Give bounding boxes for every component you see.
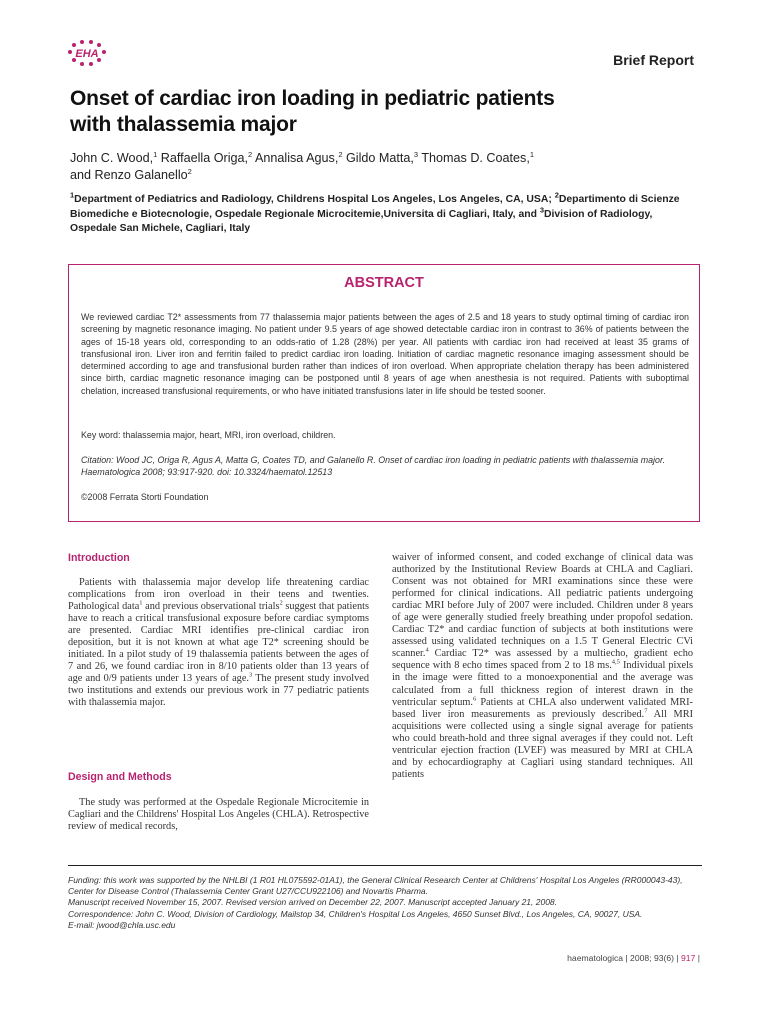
methods-paragraph: The study was performed at the Ospedale Regionale Microcitemie in Cagliari and the Childrens' Hospital Los Angeles (CHLA). Retrospective review of medical records, [68, 797, 369, 833]
author-name: Raffaella Origa, [157, 151, 249, 165]
abstract-heading: ABSTRACT [344, 275, 424, 291]
article-title [70, 86, 690, 138]
author-name: John C. Wood, [70, 151, 154, 165]
affil-number: 2 [554, 190, 559, 200]
affil-number: 3 [539, 205, 544, 215]
affiliations [70, 190, 690, 237]
reference-mark: 4,5 [611, 659, 620, 666]
abstract-text: We reviewed cardiac T2* assessments from 77 thalassemia major patients between the ages of 2.5 and 18 years to study optimal timing of cardiac iron screening by magnetic resonance imaging. No patient under 9.5 years of age showed detectable cardiac iron in contrast to 36% of patients between the ages of 15-18 years old, corresponding to an odds-ratio of 1.28 (28%) per year. All patients with cardiac iron had received at least 35 grams of transfusional iron. Liver iron and ferritin failed to predict cardiac iron loading. Initiation of cardiac magnetic resonance imaging assessment should be determined according to age and transfusional burden rather than indices of iron overload. When appropriate chelation therapy has been administered since birth, cardiac magnetic resonance imaging can be postponed until 8 years of age when anesthesia is not required. Patients with suboptimal chelation, increased transfusional requirements, or who have initiated transfusions later in life should be tested sooner. [81, 312, 689, 396]
reference-mark: 3 [248, 671, 253, 679]
affil-text: Departimento di Scienze Biomediche e Biotecnologie, Ospedale Regionale Microcitemie,Universita di Cagliari, Italy, and [70, 194, 680, 220]
reference-mark: 1 [139, 599, 143, 607]
affil-number: 1 [70, 190, 75, 200]
methods-heading: Design and Methods [68, 771, 172, 783]
journal-issue: haematologica | 2008; 93(6) | [567, 953, 682, 963]
author-name: Gildo Matta, [342, 151, 414, 165]
affil-text: Division of Radiology, Ospedale San Michele, Cagliari, Italy [70, 208, 653, 234]
text-run: Individual pixels in the image were fitted to a monoexponential and the average was calculated from a full thickness region of interest drawn in the ventricular septum. [392, 660, 693, 708]
introduction-heading: Introduction [68, 552, 130, 564]
reference-mark: 2 [279, 599, 283, 607]
abstract-copyright: ©2008 Ferrata Storti Foundation [81, 492, 209, 502]
funding-note: Funding: this work was supported by the NHLBI (1 R01 HL075592-01A1), the General Clinical Research Center at Childrens' Hospital Los Angeles (RR000043-43), Center for Disease Control (Thalassemia Center Grant U27/CCU922106) and Novartis Pharma. [68, 875, 683, 897]
text-run: suggest that patients have to reach a critical transfusional exposure before cardiac symptoms are presented. Cardiac MRI identifies pre-clinical cardiac iron deposition, but it is not known at what age T2* screening should be initiated. In a pilot study of 19 thalassemia patients between the ages of 7 and 26, we found cardiac iron in 8/10 patients older than 13 years of age and 0/9 patients under 13 years of age. [68, 601, 369, 685]
author-affil-ref: 2 [338, 149, 343, 159]
text-run: Cardiac T2* was assessed by a multiecho, gradient echo sequence with 8 echo times spaced from 2 to 18 ms. [392, 648, 693, 672]
author-affil-ref: 1 [529, 149, 535, 159]
methods-paragraph-continued [392, 552, 693, 781]
text-run: Patients with thalassemia major develop life threatening cardiac complications from iron overload in their teens and twenties. Pathological data [68, 577, 369, 613]
introduction-paragraph [68, 577, 369, 710]
text-run: and previous observational trials [142, 601, 280, 613]
text-run: The present study involved two institutions and extends our previous work in 77 pediatric patients with thalassemia major. [68, 673, 370, 709]
email-note: E-mail: jwood@chla.usc.edu [68, 919, 176, 930]
reference-mark: 4 [425, 646, 429, 654]
author-affil-ref: 2 [248, 149, 253, 159]
text-run: waiver of informed consent, and coded exchange of clinical data was authorized by the Institutional Review Boards at CHLA and Cagliari. Consent was not obtained for MRI examinations since these were performed for clinical indications. All pediatric patients undergoing cardiac MRI before July of 2007 were included. Children under 8 years of age were generally studied freely breathing under propofol sedation. Cardiac T2* and cardiac function of subjects at both institutions were assessed using validated techniques on a 1.5 T General Electric CVi scanner. [392, 552, 693, 660]
abstract-keywords: Key word: thalassemia major, heart, MRI, iron overload, children. [81, 430, 336, 440]
manuscript-dates: Manuscript received November 15, 2007. Revised version arrived on December 22, 2007. Manuscript accepted January 21, 2008. [68, 897, 558, 908]
author-name: Annalisa Agus, [252, 151, 339, 165]
abstract-citation: Citation: Wood JC, Origa R, Agus A, Matta G, Coates TD, and Galanello R. Onset of cardiac iron loading in pediatric patients with thalassemia major. Haematologica 2008; 93:917-920. doi: 10.3324/haematol.12513 [81, 455, 666, 478]
author-affil-ref: 1 [153, 149, 158, 159]
author-name: and Renzo Galanello [70, 168, 188, 182]
page-footer [567, 953, 700, 963]
section-label: Brief Report [613, 52, 694, 68]
title-line-1: Onset of cardiac iron loading in pediatric patients [70, 87, 555, 110]
page-number: 917 [681, 953, 696, 963]
text-run: All MRI acquisitions were collected using a single signal average for patients who could breath-hold and three signal averages if they could not. Left ventricular ejection fraction (LVEF) was measured by MRI at CHLA and by echocardiography at Cagliari using standard techniques. All patients [392, 708, 693, 780]
text-run: Patients at CHLA also underwent validated MRI-based liver iron measurements as previously described. [392, 696, 693, 720]
journal-logo [62, 38, 112, 68]
correspondence-note: Correspondence: John C. Wood, Division of Cardiology, Mailstop 34, Children's Hospital Los Angeles, 4650 Sunset Blvd., Los Angeles, CA, 90027, USA. [68, 908, 643, 919]
affil-text: Department of Pediatrics and Radiology, Childrens Hospital Los Angeles, Los Angeles, CA, USA; [74, 194, 555, 205]
author-name: Thomas D. Coates, [418, 151, 530, 165]
footnote-divider [68, 865, 702, 866]
author-list [70, 150, 630, 184]
logo-text: EHA [75, 48, 99, 60]
author-affil-ref: 2 [187, 166, 192, 176]
footnotes [68, 875, 702, 931]
abstract-box [68, 264, 700, 522]
eha-logo-icon [62, 38, 112, 68]
reference-mark: 6 [473, 695, 477, 703]
footer-end: | [695, 953, 700, 963]
author-affil-ref: 3 [413, 149, 419, 159]
reference-mark: 7 [644, 707, 648, 715]
title-line-2: with thalassemia major [70, 113, 297, 136]
